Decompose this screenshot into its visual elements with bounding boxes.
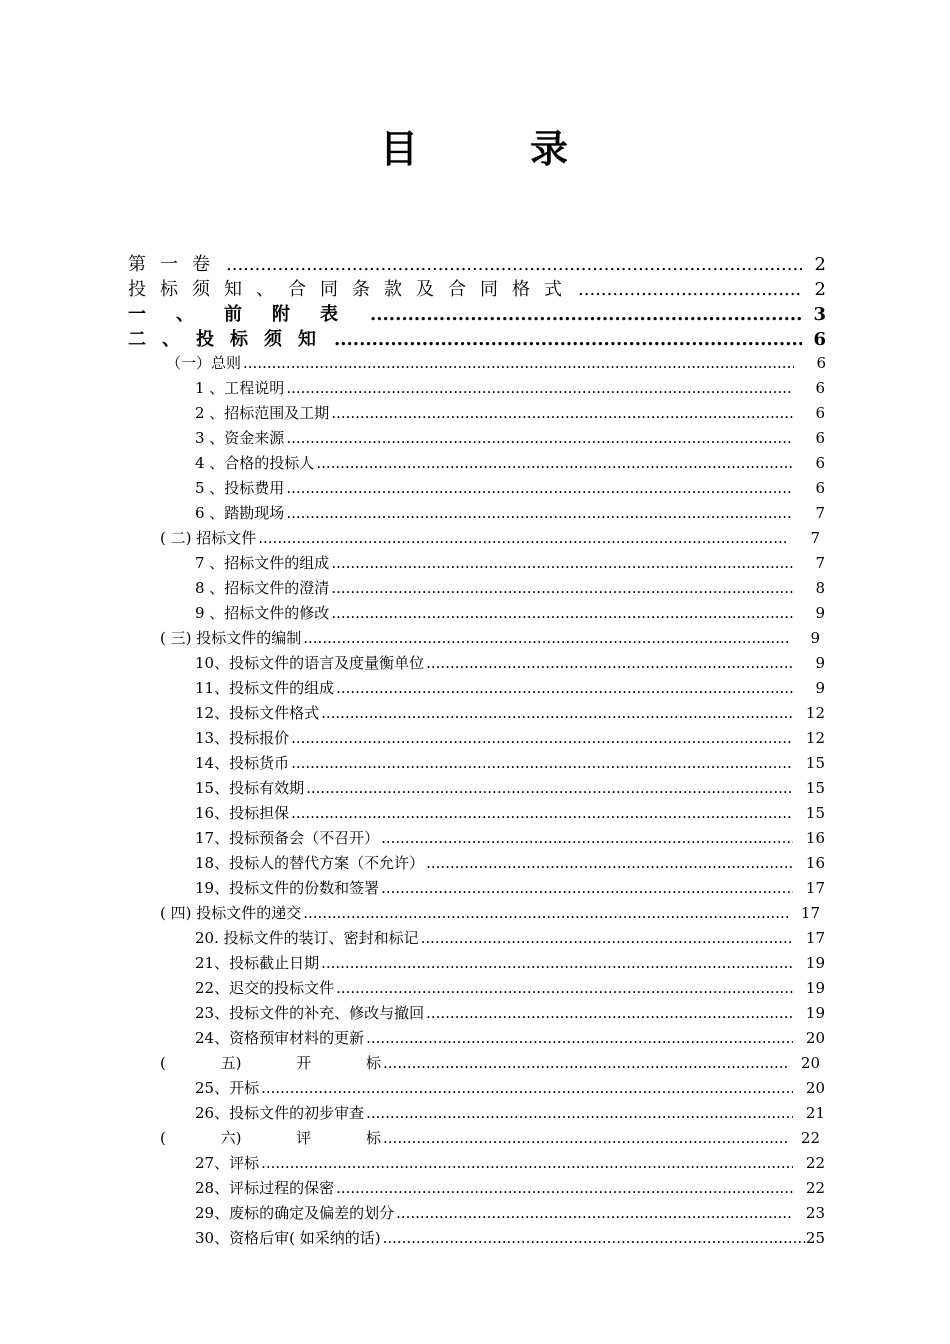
toc-entry-item[interactable]	[195, 1077, 825, 1098]
toc-entry-section-1[interactable]	[166, 352, 826, 373]
toc-entry-page: 3	[813, 304, 826, 325]
toc-leader-dots	[331, 404, 793, 419]
toc-entry-label: 10、投标文件的语言及度量衡单位	[195, 654, 425, 672]
toc-leader-dots	[366, 1029, 793, 1044]
toc-entry-label: 22、迟交的投标文件	[195, 979, 335, 997]
toc-leader-dots	[331, 604, 793, 619]
toc-leader-dots	[321, 704, 793, 719]
toc-leader-dots	[396, 1204, 793, 1219]
toc-leader-dots	[243, 354, 794, 369]
toc-entry-front-table[interactable]	[128, 300, 826, 326]
toc-entry-label: 1 、工程说明	[195, 379, 285, 397]
toc-entry-label: 9 、招标文件的修改	[195, 604, 330, 622]
toc-entry-item[interactable]	[195, 452, 825, 473]
toc-entry-item[interactable]	[195, 577, 825, 598]
toc-leader-dots	[426, 854, 793, 869]
toc-entry-page: 20	[800, 1054, 820, 1072]
toc-entry-label: 23、投标文件的补充、修改与撤回	[195, 1004, 425, 1022]
toc-entry-page: 6	[815, 454, 825, 472]
toc-leader-dots	[291, 804, 793, 819]
toc-entry-label: 2 、招标范围及工期	[195, 404, 330, 422]
toc-leader-dots	[370, 304, 802, 322]
toc-entry-page: 6	[816, 354, 826, 372]
toc-leader-dots	[286, 429, 793, 444]
toc-leader-dots	[316, 454, 793, 469]
toc-leader-dots	[366, 1104, 793, 1119]
toc-entry-item[interactable]	[195, 377, 825, 398]
toc-entry-label: ( 五) 开 标	[160, 1054, 382, 1072]
toc-leader-dots	[291, 754, 793, 769]
toc-entry-item[interactable]	[195, 1177, 825, 1198]
toc-entry-section-3[interactable]	[160, 627, 820, 648]
toc-entry-volume-1[interactable]	[128, 250, 826, 276]
toc-entry-page: 7	[810, 529, 820, 547]
toc-leader-dots	[578, 279, 802, 297]
toc-entry-label: 29、废标的确定及偏差的划分	[195, 1204, 395, 1222]
toc-entry-label: 25、开标	[195, 1079, 260, 1097]
toc-entry-label: ( 二) 招标文件	[160, 529, 257, 547]
toc-entry-item[interactable]	[195, 752, 825, 773]
toc-entry-item[interactable]	[195, 1027, 825, 1048]
toc-entry-section-5[interactable]	[160, 1052, 820, 1073]
toc-leader-dots	[291, 729, 793, 744]
toc-entry-label: 7 、招标文件的组成	[195, 554, 330, 572]
toc-entry-label: 6 、踏勘现场	[195, 504, 285, 522]
toc-entry-item[interactable]	[195, 727, 825, 748]
toc-entry-item[interactable]	[195, 477, 825, 498]
toc-entry-item[interactable]	[195, 427, 825, 448]
toc-entry-section-2[interactable]	[160, 527, 820, 548]
toc-entry-label: 13、投标报价	[195, 729, 290, 747]
toc-entry-item[interactable]	[195, 602, 825, 623]
toc-leader-dots	[336, 679, 793, 694]
toc-entry-page: 6	[815, 404, 825, 422]
toc-entry-page: 17	[805, 879, 825, 897]
toc-entry-page: 12	[805, 704, 825, 722]
toc-entry-item[interactable]	[195, 1202, 825, 1223]
toc-entry-page: 6	[815, 429, 825, 447]
toc-entry-page: 9	[815, 604, 825, 622]
toc-entry-page: 19	[805, 1004, 825, 1022]
toc-entry-bid-instructions[interactable]	[128, 275, 826, 301]
toc-entry-page: 17	[800, 904, 820, 922]
toc-entry-page: 23	[805, 1204, 825, 1222]
toc-entry-item[interactable]	[195, 1102, 825, 1123]
toc-entry-page: 19	[805, 979, 825, 997]
toc-entry-label: 27、评标	[195, 1154, 260, 1172]
toc-entry-page: 19	[805, 954, 825, 972]
toc-entry-page: 9	[815, 679, 825, 697]
toc-entry-label: 20. 投标文件的装订、密封和标记	[195, 929, 419, 947]
toc-entry-instructions[interactable]	[128, 325, 826, 351]
toc-entry-page: 9	[810, 629, 820, 647]
toc-entry-page: 8	[815, 579, 825, 597]
toc-entry-page: 6	[815, 479, 825, 497]
toc-entry-label: 18、投标人的替代方案（不允许）	[195, 854, 425, 872]
toc-entry-item[interactable]	[195, 702, 825, 723]
toc-entry-label: 14、投标货币	[195, 754, 290, 772]
toc-entry-item[interactable]	[195, 852, 825, 873]
toc-leader-dots	[381, 829, 793, 844]
toc-entry-item[interactable]	[195, 977, 825, 998]
toc-entry-label: 17、投标预备会（不召开）	[195, 829, 380, 847]
toc-entry-item[interactable]	[195, 502, 825, 523]
toc-entry-label: 一、前附表	[128, 304, 368, 325]
toc-entry-item[interactable]	[195, 1152, 825, 1173]
toc-leader-dots	[383, 1229, 806, 1244]
toc-leader-dots	[383, 1054, 788, 1069]
toc-entry-label: 15、投标有效期	[195, 779, 305, 797]
toc-leader-dots	[426, 1004, 793, 1019]
toc-leader-dots	[226, 254, 802, 272]
toc-entry-section-6[interactable]	[160, 1127, 820, 1148]
toc-entry-label: 28、评标过程的保密	[195, 1179, 335, 1197]
toc-entry-label: ( 四) 投标文件的递交	[160, 904, 302, 922]
toc-leader-dots	[336, 1179, 793, 1194]
toc-entry-page: 15	[805, 754, 825, 772]
toc-entry-item[interactable]	[195, 802, 825, 823]
toc-entry-item[interactable]	[195, 827, 825, 848]
toc-leader-dots	[261, 1154, 793, 1169]
toc-entry-page: 6	[815, 379, 825, 397]
toc-entry-label: 8 、招标文件的澄清	[195, 579, 330, 597]
toc-entry-page: 16	[805, 854, 825, 872]
toc-leader-dots	[286, 479, 793, 494]
toc-entry-item[interactable]	[195, 1002, 825, 1023]
toc-entry-page: 17	[805, 929, 825, 947]
toc-entry-label: 24、资格预审材料的更新	[195, 1029, 365, 1047]
toc-leader-dots	[331, 554, 793, 569]
toc-leader-dots	[334, 329, 802, 347]
toc-entry-label: 12、投标文件格式	[195, 704, 320, 722]
toc-leader-dots	[286, 379, 793, 394]
toc-entry-page: 20	[805, 1029, 825, 1047]
toc-entry-label: 19、投标文件的份数和签署	[195, 879, 380, 897]
toc-entry-item[interactable]	[195, 777, 825, 798]
toc-entry-page: 22	[805, 1179, 825, 1197]
toc-entry-label: 26、投标文件的初步审查	[195, 1104, 365, 1122]
toc-entry-label: ( 六) 评 标	[160, 1129, 382, 1147]
toc-entry-label: ( 三) 投标文件的编制	[160, 629, 302, 647]
toc-leader-dots	[261, 1079, 793, 1094]
toc-entry-label: 投标须知、合同条款及合同格式	[128, 279, 576, 300]
toc-entry-label: （一）总则	[166, 354, 242, 372]
toc-leader-dots	[336, 979, 793, 994]
toc-leader-dots	[383, 1129, 788, 1144]
toc-entry-item[interactable]	[195, 652, 825, 673]
toc-entry-item[interactable]	[195, 552, 825, 573]
toc-entry-page: 9	[815, 654, 825, 672]
toc-leader-dots	[331, 579, 793, 594]
toc-leader-dots	[303, 629, 788, 644]
toc-entry-page: 22	[805, 1154, 825, 1172]
toc-leader-dots	[381, 879, 793, 894]
page-title	[0, 118, 950, 173]
toc-entry-label: 第一卷	[128, 254, 224, 275]
toc-entry-label: 21、投标截止日期	[195, 954, 320, 972]
title-char-right: 录	[530, 126, 571, 171]
toc-entry-item[interactable]	[195, 952, 825, 973]
toc-entry-page: 20	[805, 1079, 825, 1097]
toc-entry-label: 30、资格后审( 如采纳的话)	[195, 1229, 381, 1247]
toc-leader-dots	[426, 654, 793, 669]
toc-entry-page: 12	[805, 729, 825, 747]
toc-leader-dots	[303, 904, 788, 919]
toc-entry-page: 2	[814, 254, 826, 275]
toc-entry-page: 15	[805, 804, 825, 822]
toc-entry-item[interactable]	[195, 1227, 825, 1248]
toc-entry-page: 2	[814, 279, 826, 300]
toc-entry-label: 16、投标担保	[195, 804, 290, 822]
toc-entry-page: 16	[805, 829, 825, 847]
toc-entry-item[interactable]	[195, 877, 825, 898]
toc-entry-item[interactable]	[195, 677, 825, 698]
toc-entry-item[interactable]	[195, 927, 825, 948]
toc-entry-page: 15	[805, 779, 825, 797]
toc-entry-page: 7	[815, 554, 825, 572]
toc-entry-label: 11、投标文件的组成	[195, 679, 335, 697]
toc-leader-dots	[421, 929, 793, 944]
toc-entry-label: 二、投标须知	[128, 329, 332, 350]
toc-entry-label: 3 、资金来源	[195, 429, 285, 447]
toc-leader-dots	[258, 529, 788, 544]
toc-entry-section-4[interactable]	[160, 902, 820, 923]
toc-entry-item[interactable]	[195, 402, 825, 423]
toc-leader-dots	[306, 779, 793, 794]
toc-entry-page: 22	[800, 1129, 820, 1147]
toc-entry-page: 21	[805, 1104, 825, 1122]
title-char-left: 目	[379, 126, 420, 171]
toc-entry-label: 4 、合格的投标人	[195, 454, 315, 472]
toc-entry-page: 25	[805, 1229, 825, 1247]
toc-leader-dots	[321, 954, 793, 969]
toc-leader-dots	[286, 504, 793, 519]
toc-entry-page: 6	[813, 329, 826, 350]
toc-entry-label: 5 、投标费用	[195, 479, 285, 497]
toc-entry-page: 7	[815, 504, 825, 522]
